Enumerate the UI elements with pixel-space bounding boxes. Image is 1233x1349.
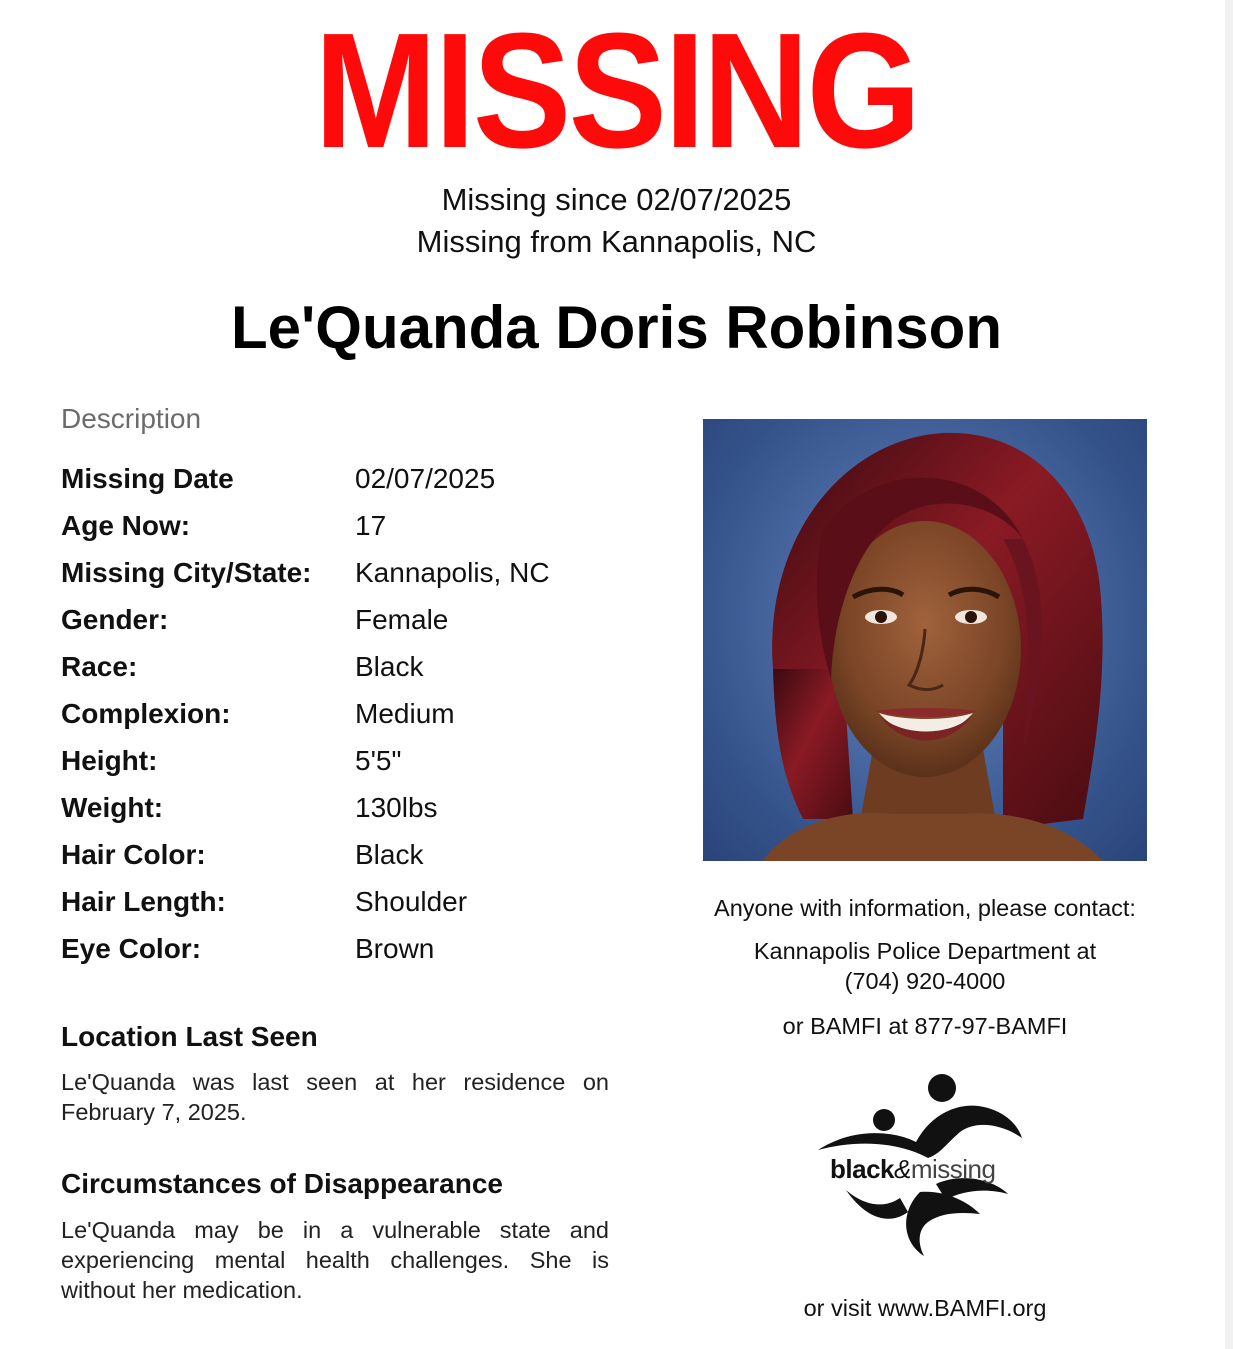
details-table bbox=[61, 455, 621, 972]
detail-row-age bbox=[61, 502, 621, 549]
detail-row-missing-date bbox=[61, 455, 621, 502]
detail-label: Missing Date bbox=[61, 462, 234, 494]
person-photo bbox=[703, 419, 1147, 861]
circumstances-body: Le'Quanda may be in a vulnerable state and experiencing mental health challenges. She is without her medication. bbox=[61, 1217, 609, 1303]
location-body: Le'Quanda was last seen at her residence on February 7, 2025. bbox=[61, 1069, 609, 1125]
missing-headline: MISSING bbox=[314, 0, 919, 182]
logo-ampersand: & bbox=[894, 1154, 911, 1184]
detail-value: Brown bbox=[355, 932, 435, 964]
detail-row-hair-color bbox=[61, 831, 621, 878]
detail-label: Age Now: bbox=[61, 509, 191, 541]
detail-value: Female bbox=[355, 603, 449, 635]
detail-value: 17 bbox=[355, 509, 387, 541]
detail-label: Height: bbox=[61, 744, 158, 776]
detail-label: Eye Color: bbox=[61, 932, 202, 964]
person-name: Le'Quanda Doris Robinson bbox=[231, 294, 1002, 361]
detail-value: 5'5" bbox=[355, 744, 402, 776]
detail-label: Gender: bbox=[61, 603, 169, 635]
contact-intro: Anyone with information, please contact: bbox=[714, 895, 1136, 921]
bamfi-logo-wordmark bbox=[830, 1154, 1030, 1184]
contact-agency: Kannapolis Police Department at bbox=[753, 938, 1097, 964]
detail-value: Kannapolis, NC bbox=[355, 556, 550, 588]
detail-label: Missing City/State: bbox=[61, 556, 312, 588]
detail-row-city-state bbox=[61, 549, 621, 596]
detail-row-hair-length bbox=[61, 878, 621, 925]
detail-value: Shoulder bbox=[355, 885, 468, 917]
detail-label: Weight: bbox=[61, 791, 164, 823]
logo-word-black: black bbox=[830, 1154, 894, 1184]
contact-bamfi: or BAMFI at 877-97-BAMFI bbox=[782, 1013, 1068, 1039]
logo-word-missing: missing bbox=[910, 1154, 996, 1184]
detail-label: Hair Color: bbox=[61, 838, 206, 870]
contact-phone: (704) 920-4000 bbox=[844, 968, 1006, 994]
detail-row-complexion bbox=[61, 690, 621, 737]
contact-visit: or visit www.BAMFI.org bbox=[803, 1295, 1047, 1321]
detail-value: Black bbox=[355, 838, 424, 870]
detail-row-eye-color bbox=[61, 925, 621, 972]
detail-label: Hair Length: bbox=[61, 885, 226, 917]
missing-since: Missing since 02/07/2025 bbox=[441, 182, 792, 217]
detail-label: Complexion: bbox=[61, 697, 231, 729]
detail-label: Race: bbox=[61, 650, 138, 682]
location-title: Location Last Seen bbox=[61, 1021, 318, 1052]
detail-row-race bbox=[61, 643, 621, 690]
detail-row-height bbox=[61, 737, 621, 784]
bamfi-logo bbox=[812, 1072, 1032, 1258]
detail-value: Medium bbox=[355, 697, 455, 729]
detail-value: Black bbox=[355, 650, 424, 682]
missing-from: Missing from Kannapolis, NC bbox=[416, 224, 817, 259]
circumstances-title: Circumstances of Disappearance bbox=[61, 1168, 503, 1199]
detail-value: 130lbs bbox=[355, 791, 438, 823]
detail-row-gender bbox=[61, 596, 621, 643]
description-title: Description bbox=[61, 403, 202, 434]
detail-value: 02/07/2025 bbox=[355, 462, 496, 494]
detail-row-weight bbox=[61, 784, 621, 831]
